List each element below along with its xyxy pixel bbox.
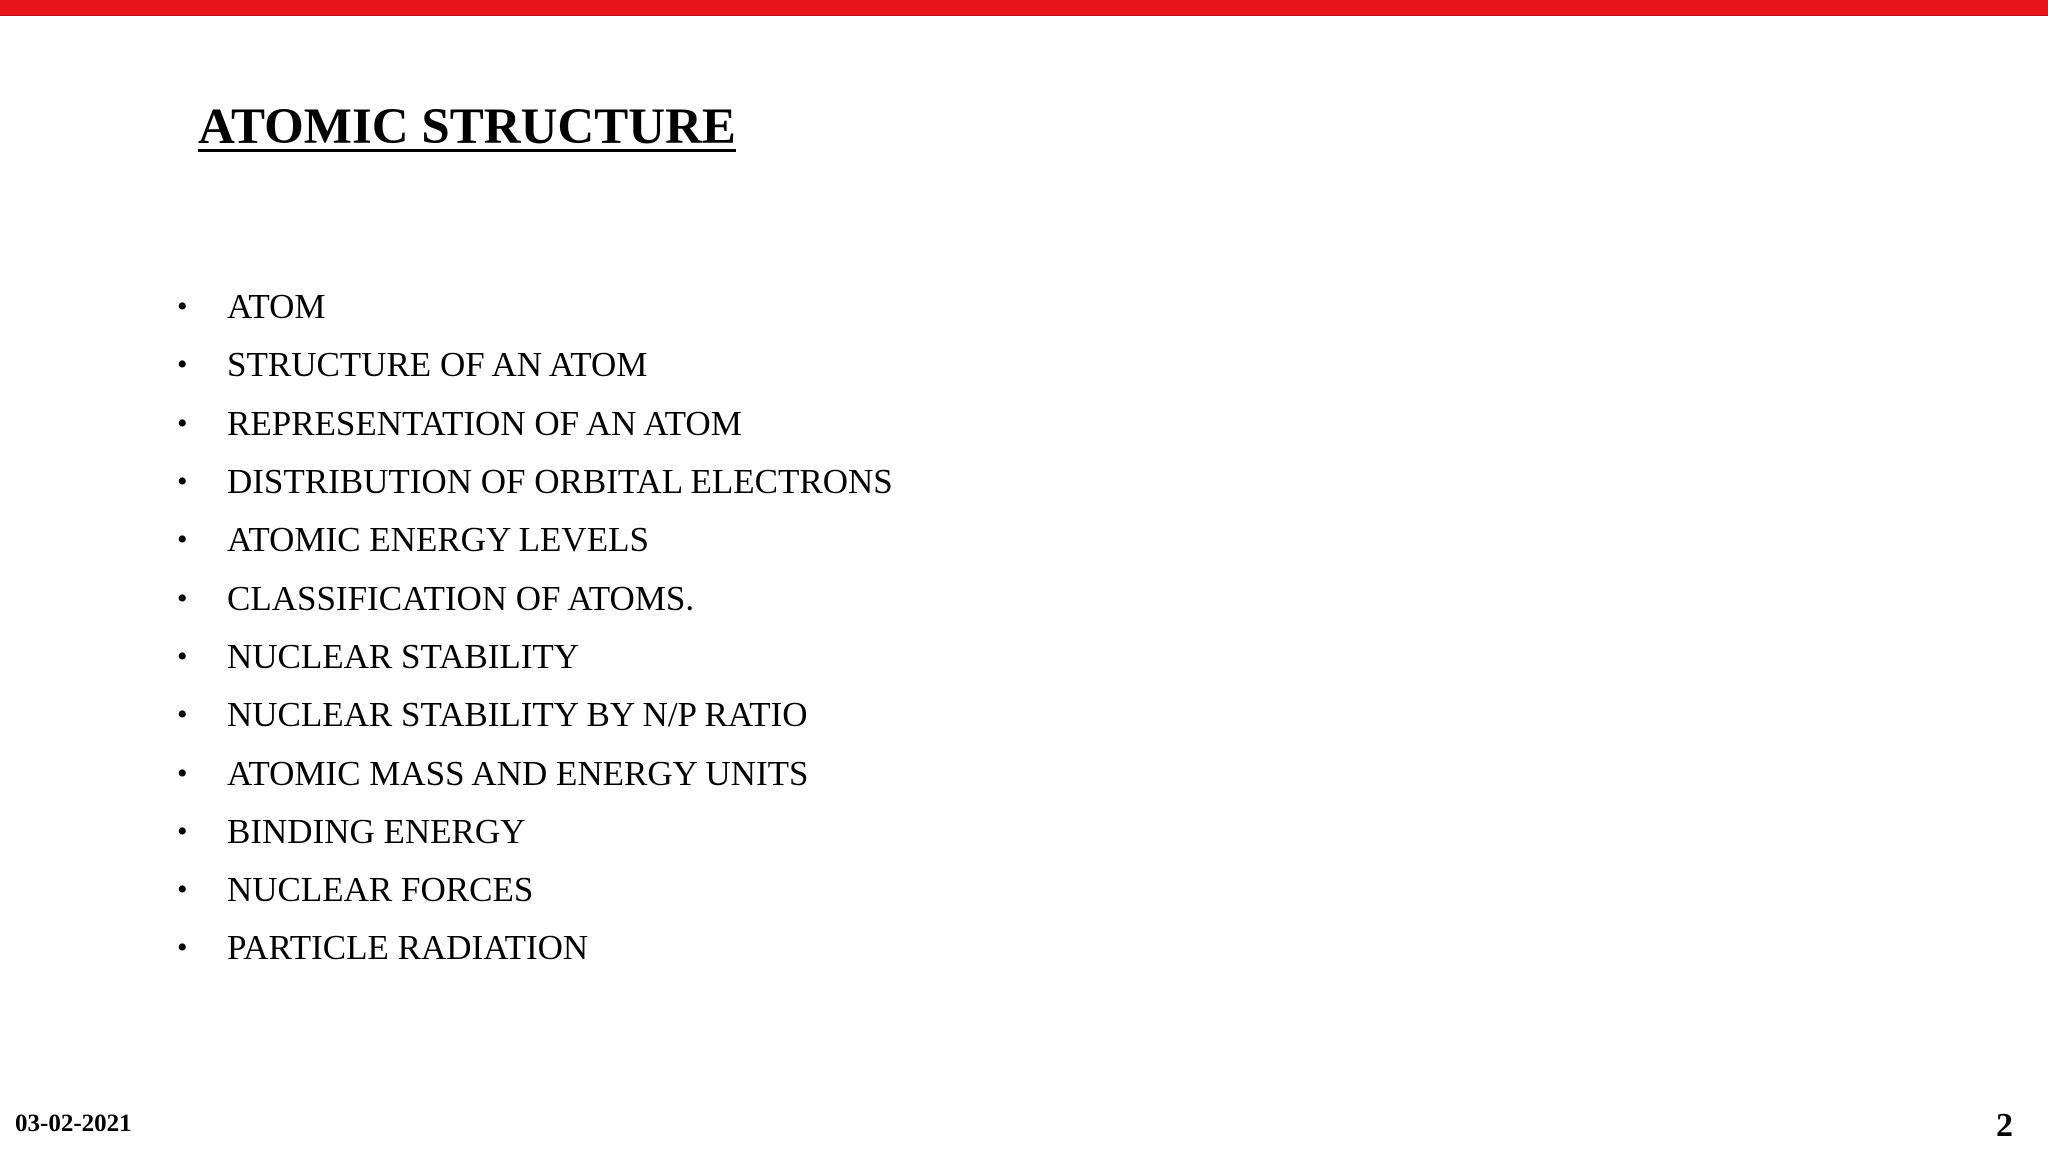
bullet-icon: • (177, 931, 188, 965)
list-item-label: REPRESENTATION OF AN ATOM (227, 403, 742, 443)
list-item-label: CLASSIFICATION OF ATOMS. (227, 578, 695, 618)
list-item-label: ATOMIC ENERGY LEVELS (227, 520, 649, 560)
list-item (177, 569, 893, 627)
page-number: 2 (1996, 1107, 2013, 1144)
list-item (177, 395, 893, 453)
list-item (177, 919, 893, 977)
bullet-icon: • (177, 756, 188, 790)
topic-list (177, 278, 893, 978)
list-item (177, 336, 893, 394)
bullet-icon: • (177, 873, 188, 907)
list-item-label: PARTICLE RADIATION (227, 928, 589, 968)
list-item-label: ATOM (227, 287, 326, 327)
list-item-label: NUCLEAR FORCES (227, 870, 534, 910)
list-item (177, 686, 893, 744)
bullet-icon: • (177, 523, 188, 557)
bullet-icon: • (177, 290, 188, 324)
top-accent-bar (0, 0, 2048, 16)
bullet-icon: • (177, 581, 188, 615)
list-item (177, 278, 893, 336)
list-item (177, 628, 893, 686)
list-item-label: ATOMIC MASS AND ENERGY UNITS (227, 753, 809, 793)
slide-title: ATOMIC STRUCTURE (198, 99, 736, 155)
bullet-icon: • (177, 814, 188, 848)
footer-date: 03-02-2021 (15, 1110, 132, 1137)
bullet-icon: • (177, 406, 188, 440)
list-item (177, 453, 893, 511)
bullet-icon: • (177, 465, 188, 499)
list-item-label: STRUCTURE OF AN ATOM (227, 345, 648, 385)
list-item (177, 744, 893, 802)
list-item (177, 803, 893, 861)
list-item-label: BINDING ENERGY (227, 811, 526, 851)
bullet-icon: • (177, 348, 188, 382)
list-item-label: NUCLEAR STABILITY BY N/P RATIO (227, 695, 808, 735)
list-item-label: DISTRIBUTION OF ORBITAL ELECTRONS (227, 462, 893, 502)
bullet-icon: • (177, 639, 188, 673)
bullet-icon: • (177, 698, 188, 732)
list-item (177, 511, 893, 569)
list-item-label: NUCLEAR STABILITY (227, 636, 580, 676)
list-item (177, 861, 893, 919)
